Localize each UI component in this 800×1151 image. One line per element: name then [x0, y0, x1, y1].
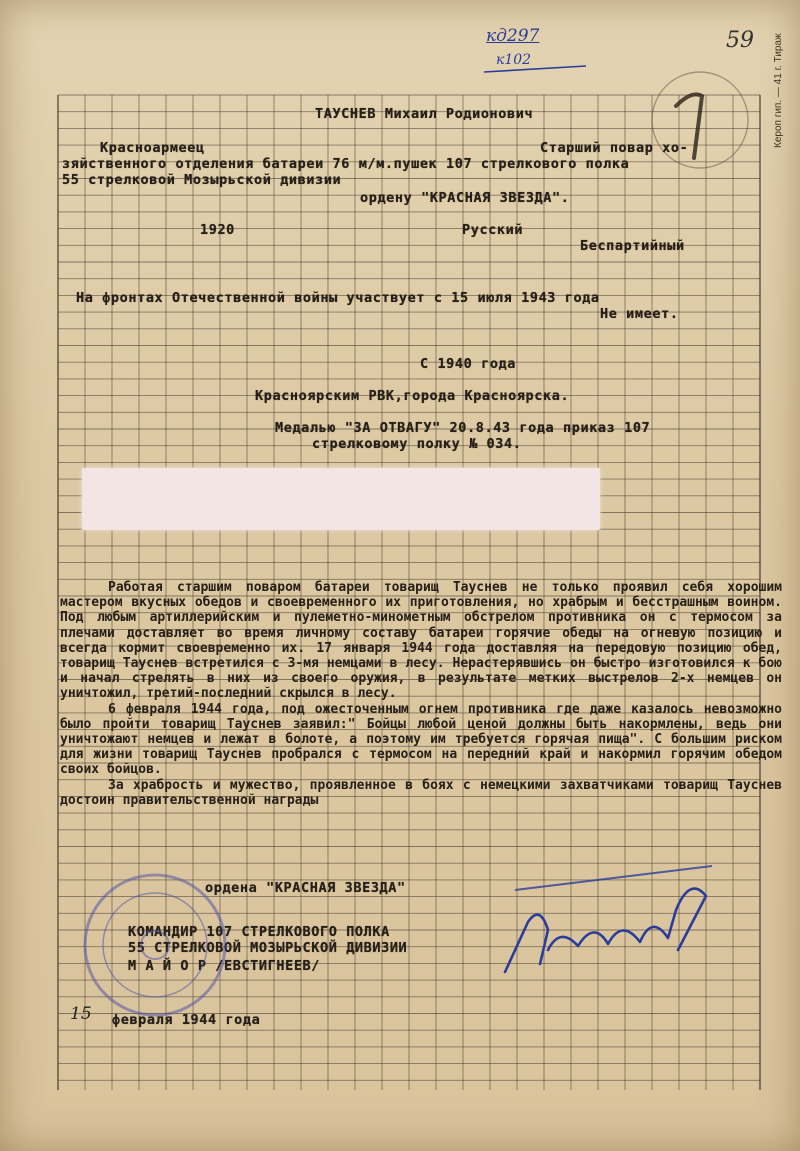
date-line: февраля 1944 года: [112, 1012, 261, 1028]
signature-underline: [515, 866, 712, 890]
previous-award-1: Медалью "ЗА ОТВАГУ" 20.8.43 года приказ 107: [275, 420, 651, 436]
nationality: Русский: [462, 222, 524, 238]
round-seal: [85, 875, 225, 1015]
previous-award-2: стрелковому полку № 034.: [312, 436, 522, 452]
award-to: ордену "КРАСНАЯ ЗВЕЗДА".: [360, 190, 570, 206]
narrative-paragraph-3: За храбрость и мужество, проявленное в боях с немецкими захватчиками товарищ Тауснев достоин правительственной награды: [60, 777, 782, 808]
year-born: 1920: [200, 222, 235, 238]
army-since: С 1940 года: [420, 356, 517, 372]
commander-signature: [505, 889, 706, 972]
circle-stamp-top: [652, 72, 748, 168]
party: Беспартийный: [580, 238, 685, 254]
wounds: Не имеет.: [600, 306, 679, 322]
drafted-by: Красноярским РВК,города Красноярска.: [255, 388, 570, 404]
division-title: 55 СТРЕЛКОВОЙ МОЗЫРЬСКОЙ ДИВИЗИИ: [128, 940, 408, 956]
position-line-1: Старший повар хо-: [540, 140, 689, 156]
position-line-3: 55 стрелковой Мозырьской дивизии: [62, 172, 342, 188]
front-service: На фронтах Отечественной войны участвует с 15 июля 1943 года: [76, 290, 600, 306]
commander-title: КОМАНДИР 107 СТРЕЛКОВОГО ПОЛКА: [128, 924, 390, 940]
award-line: ордена "КРАСНАЯ ЗВЕЗДА": [205, 880, 406, 896]
commander-name: М А Й О Р /ЕВСТИГНЕЕВ/: [128, 958, 321, 974]
printer-mark: Кероп гип. — 41 г. Тираж: [773, 33, 784, 148]
archive-underline: [484, 66, 586, 72]
archive-mark-2: к102: [496, 52, 532, 68]
rank: Красноармеец: [100, 140, 205, 156]
date-day: 15: [70, 1004, 92, 1024]
person-name: ТАУСНЕВ Михаил Родионович: [315, 106, 534, 122]
narrative-paragraph-2: 6 февраля 1944 года, под ожесточенным огнем противника где даже казалось невозможно было пройти товарищ Тауснев заявил:" Бойцы любой ценой должны быть накормлены, ведь они уничтожают немцев и лежат в болоте, а поэтому им требуется горячая пища". С большим риском для жизни товарищ Тауснев пробрался с термосом на передний край и накормил горячим обедом своих бойцов.: [60, 701, 782, 778]
archive-mark: кд297: [486, 26, 540, 46]
narrative-paragraph-1: Работая старшим поваром батареи товарищ Тауснев не только проявил себя хорошим мастером вкусных обедов и своевременного их приготовления, но храбрым и бесстрашным воином. Под любым артиллерийским и пулеметно-минометным обстрелом противника он с термосом за плечами доставляет во время личному составу батареи горячие обеды на огневую позицию и всегда кормит своевременно их. 17 января 1944 года доставляя на передовую позицию обед, товарищ Тауснев встретился с 3-мя немцами в лесу. Нерастерявшись он быстро изготовился к бою и начал стрелять в них из своего оружия, в результате метких выстрелов 2-х немцев он уничтожил, третий-последний скрылся в лесу.: [60, 580, 782, 702]
position-line-2: зяйственного отделения батареи 76 м/м.пушек 107 стрелкового полка: [62, 156, 630, 172]
page-number: 59: [726, 28, 754, 53]
